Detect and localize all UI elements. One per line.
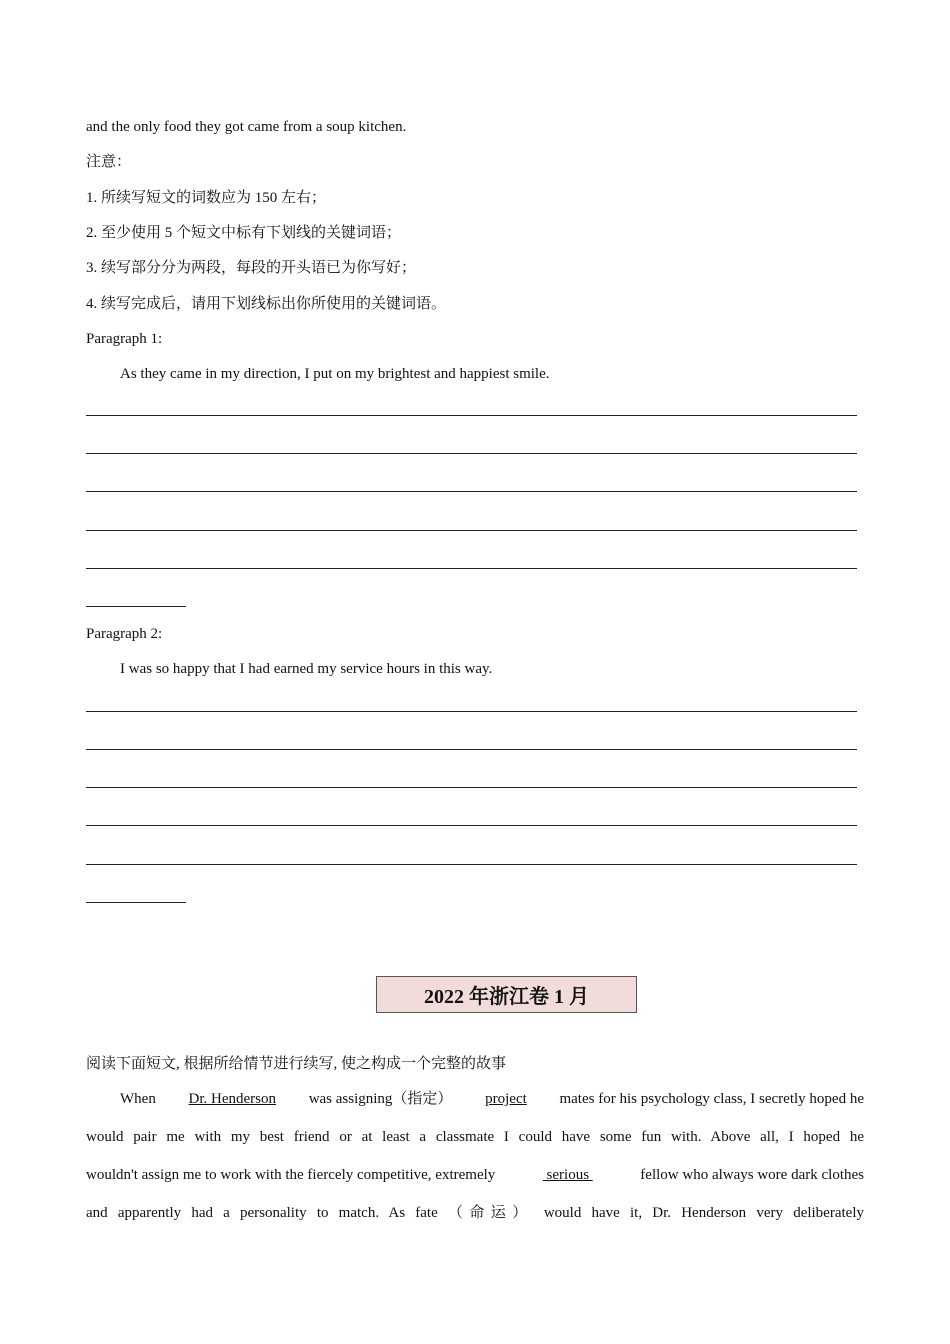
paragraph1-opening: As they came in my direction, I put on my brightest and happiest smile. <box>120 366 550 382</box>
paragraph2-opening: I was so happy that I had earned my service hours in this way. <box>120 661 493 677</box>
section-heading: 2022 年浙江卷 1 月 <box>376 976 637 1013</box>
story-word: was assigning（指定） <box>308 1091 453 1107</box>
keyword-underlined: Dr. Henderson <box>188 1091 276 1107</box>
writing-line[interactable] <box>86 787 857 788</box>
paragraph1-label: Paragraph 1: <box>86 331 163 347</box>
writing-line[interactable] <box>86 530 857 531</box>
writing-line[interactable] <box>86 415 857 416</box>
paragraph2-label: Paragraph 2: <box>86 626 163 642</box>
writing-line[interactable] <box>86 568 857 569</box>
writing-line[interactable] <box>86 825 857 826</box>
note-item: 2. 至少使用 5 个短文中标有下划线的关键词语； <box>86 225 402 241</box>
note-item: 3. 续写部分分为两段，每段的开头语已为你写好； <box>86 260 417 276</box>
story-line <box>120 1089 864 1109</box>
note-item: 4. 续写完成后，请用下划线标出你所使用的关键词语。 <box>86 296 447 312</box>
writing-line[interactable] <box>86 902 186 903</box>
instruction-text: 阅读下面短文, 根据所给情节进行续写, 使之构成一个完整的故事 <box>86 1056 507 1072</box>
keyword-underlined: project <box>485 1091 527 1107</box>
note-item: 1. 所续写短文的词数应为 150 左右； <box>86 190 327 206</box>
writing-line[interactable] <box>86 711 857 712</box>
story-word: When <box>120 1091 156 1107</box>
writing-line[interactable] <box>86 606 186 607</box>
story-line: and apparently had a personality to match. As fate （命运） would have it, Dr. Henderson very deliberately <box>86 1205 864 1221</box>
story-word: wouldn't assign me to work with the fiercely competitive, extremely <box>86 1167 496 1183</box>
writing-line[interactable] <box>86 453 857 454</box>
story-line: would pair me with my best friend or at least a classmate I could have some fun with. Above all, I hoped he <box>86 1129 864 1145</box>
story-line <box>86 1165 864 1185</box>
story-word: mates for his psychology class, I secretly hoped he <box>559 1091 864 1107</box>
writing-line[interactable] <box>86 864 857 865</box>
story-word: fellow who always wore dark clothes <box>640 1167 864 1183</box>
writing-line[interactable] <box>86 491 857 492</box>
writing-line[interactable] <box>86 749 857 750</box>
keyword-underlined: serious <box>542 1167 593 1183</box>
continuation-text: and the only food they got came from a soup kitchen. <box>86 119 407 135</box>
notes-title: 注意： <box>86 154 132 170</box>
